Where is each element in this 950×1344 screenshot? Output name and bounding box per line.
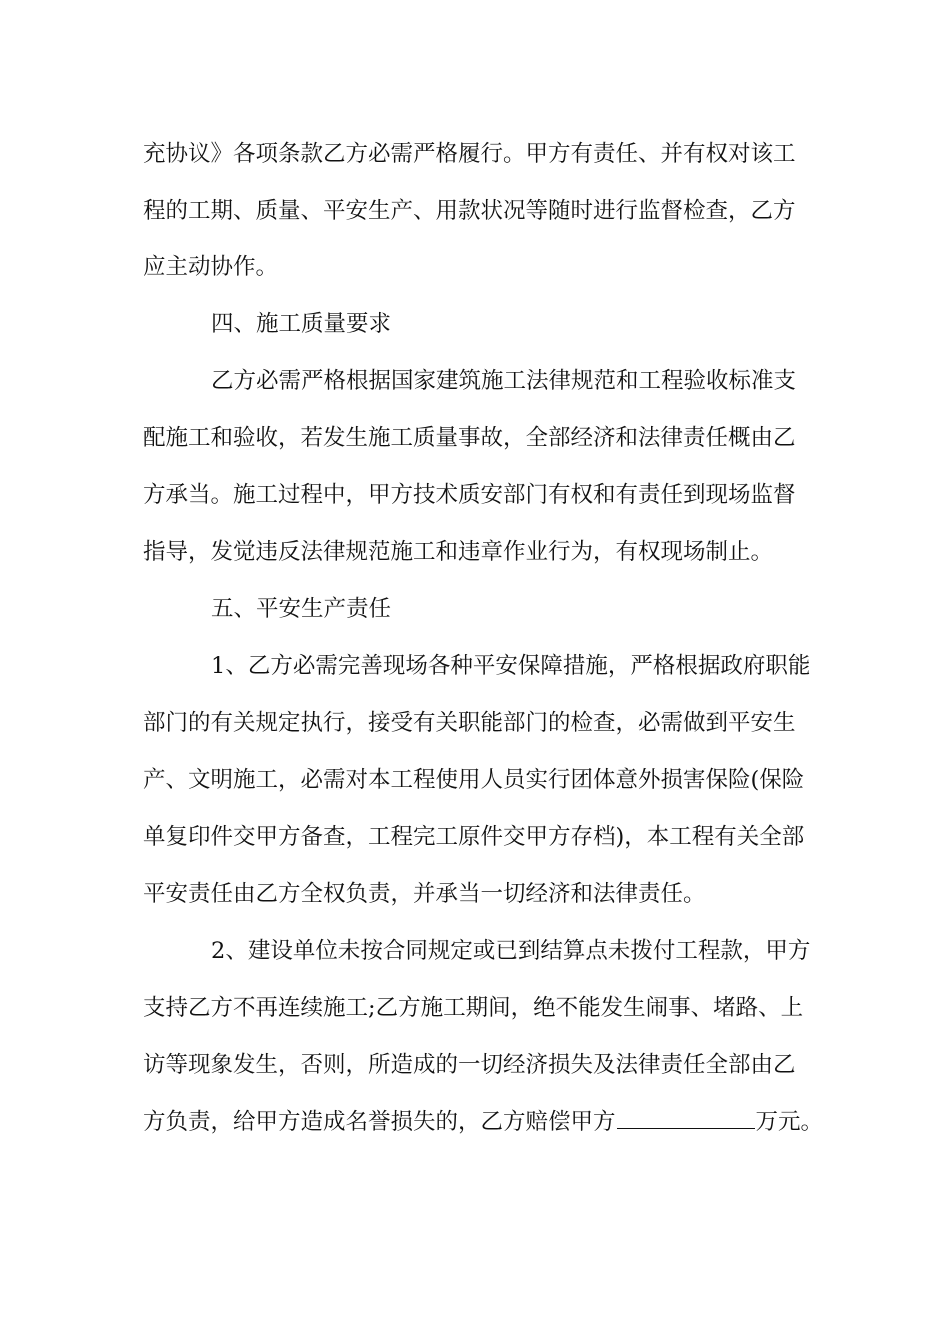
paragraph-line: 方承当。施工过程中，甲方技术质安部门有权和有责任到现场监督	[143, 482, 796, 508]
paragraph-line: 1、乙方必需完善现场各种平安保障措施，严格根据政府职能	[211, 653, 811, 679]
paragraph-line: 乙方必需严格根据国家建筑施工法律规范和工程验收标准支	[211, 368, 797, 394]
text-before-blank: 方负责，给甲方造成名誉损失的，乙方赔偿甲方	[143, 1109, 616, 1135]
paragraph-line: 单复印件交甲方备查，工程完工原件交甲方存档)，本工程有关全部	[143, 824, 805, 850]
section-heading: 五、平安生产责任	[211, 596, 392, 622]
section-heading: 四、施工质量要求	[211, 311, 392, 337]
paragraph-line-with-blank	[143, 1105, 823, 1139]
paragraph-line: 指导，发觉违反法律规范施工和违章作业行为，有权现场制止。	[143, 539, 774, 565]
paragraph-line: 部门的有关规定执行，接受有关职能部门的检查，必需做到平安生	[143, 710, 796, 736]
paragraph-line: 2、建设单位未按合同规定或已到结算点未拨付工程款，甲方	[211, 938, 811, 964]
paragraph-line: 充协议》各项条款乙方必需严格履行。甲方有责任、并有权对该工	[143, 141, 796, 167]
paragraph-line: 配施工和验收，若发生施工质量事故，全部经济和法律责任概由乙	[143, 425, 796, 451]
fill-in-blank	[617, 1106, 755, 1129]
paragraph-line: 产、文明施工，必需对本工程使用人员实行团体意外损害保险(保险	[143, 767, 805, 793]
paragraph-line: 程的工期、质量、平安生产、用款状况等随时进行监督检查，乙方	[143, 198, 796, 224]
paragraph-line: 访等现象发生，否则，所造成的一切经济损失及法律责任全部由乙	[143, 1052, 796, 1078]
paragraph-line: 支持乙方不再连续施工;乙方施工期间，绝不能发生闹事、堵路、上	[143, 995, 804, 1021]
paragraph-line: 平安责任由乙方全权负责，并承当一切经济和法律责任。	[143, 881, 706, 907]
text-after-blank: 万元。	[755, 1109, 824, 1135]
paragraph-line: 应主动协作。	[143, 254, 279, 280]
